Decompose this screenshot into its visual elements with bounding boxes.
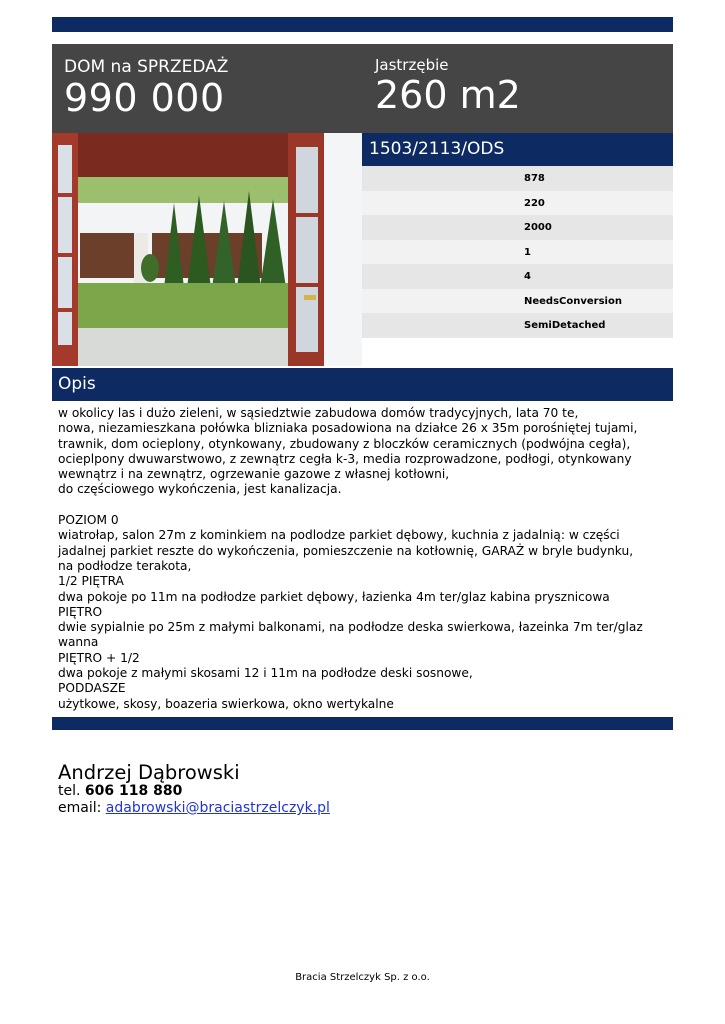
description-text: w okolicy las i dużo zieleni, w sąsiedztwie zabudowa domów tradycyjnych, lata 70 te, nowa, niezamieszkana połówka blizniaka posadowiona na działce 26 x 35m porośniętej tujami, trawnik, dom ocieplony, otynkowany, zbudowany z bloczków ceramicznych (podwójna cegła), ocieplpony dwuwarstwowo, z zewnątrz cegła k-3, media rozprowadzone, podłogi, otynkowany wewnątrz i na zewnątrz, ogrzewanie gazowe z własnej kotłowni, do częściowego wykończenia, jest kanalizacja. POZIOM 0 wiatrołap, salon 27m z kominkiem na podlodze parkiet dębowy, kuchnia z jadalnią: w części jadalnej parkiet reszte do wykończenia, pomieszczenie na kotłownię, GARAŻ w bryle budynku, na podłodze terakota, 1/2 PIĘTRA dwa pokoje po 11m na podłodze parkiet dębowy, łazienka 4m ter/glaz kabina prysznicowa PIĘTRO dwie sypialnie po 25m z małymi balkonami, na podłodze deska swierkowa, łazeinka 7m ter/glaz wanna PIĘTRO + 1/2 dwa pokoje z małymi skosami 12 i 11m na podłodze deski sosnowe, PODDASZE użytkowe, skosy, boazeria swierkowa, okno wertykalne [58,406,643,711]
phone-label: tel. [58,783,81,799]
phone-number: 606 118 880 [84,783,183,799]
description-heading: Opis [52,368,673,401]
listing-area: 260 m2 [375,73,521,117]
email-link[interactable]: adabrowski@braciastrzelczyk.pl [105,800,330,816]
param-row: 2000 [362,215,673,240]
listing-city: Jastrzębie [375,56,449,74]
agent-phone [58,783,182,799]
param-row: NeedsConversion [362,289,673,314]
email-label: email: [58,800,102,816]
bottom-accent-bar [52,717,673,730]
param-row: SemiDetached [362,313,673,338]
param-row: 1 [362,240,673,265]
listing-price: 990 000 [64,76,225,120]
listing-type: DOM na SPRZEDAŻ [64,57,229,77]
agent-email [58,800,330,816]
param-row: 220 [362,191,673,216]
parameters-table [362,166,673,338]
property-photo [52,133,362,366]
param-row: 4 [362,264,673,289]
footer-company: Bracia Strzelczyk Sp. z o.o. [295,972,430,983]
top-accent-bar [52,17,673,32]
listing-header [52,44,673,133]
agent-name: Andrzej Dąbrowski [58,761,240,784]
param-row: 878 [362,166,673,191]
reference-number: 1503/2113/ODS [362,133,673,166]
